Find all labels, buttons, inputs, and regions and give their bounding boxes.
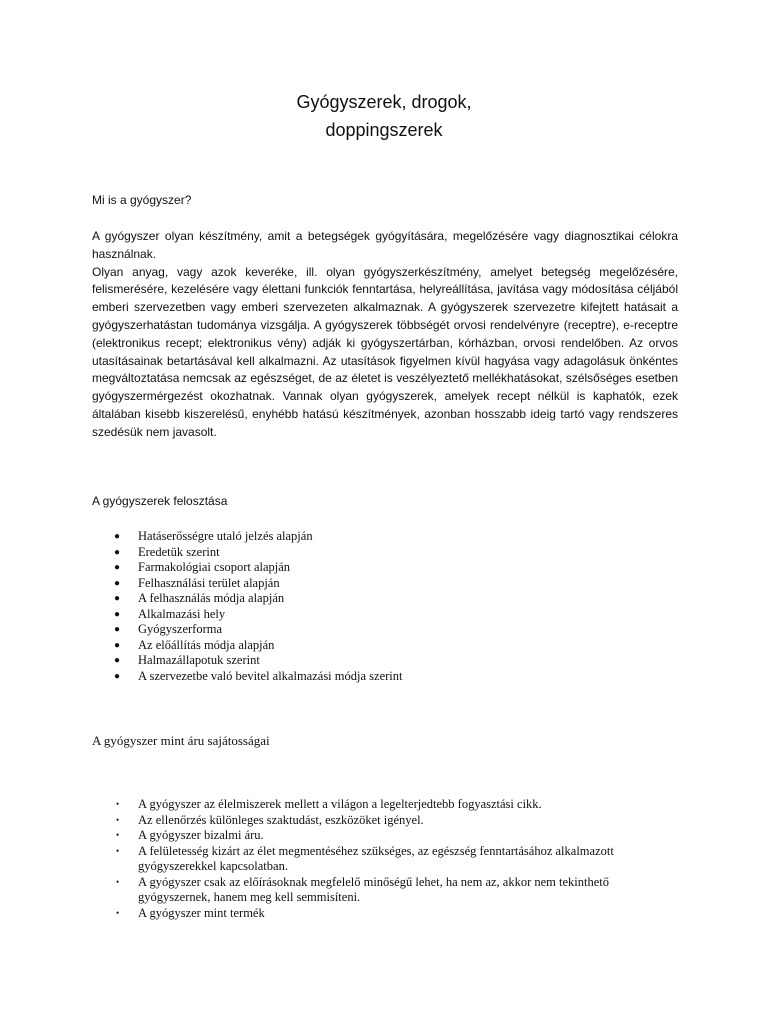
bullet-icon: •	[116, 814, 120, 825]
bullet-icon: ●	[114, 670, 121, 682]
list-item: • A gyógyszer az élelmiszerek mellett a világon a legelterjedtebb fogyasztási cikk.	[116, 797, 542, 811]
list-item: • Az ellenőrzés különleges szaktudást, eszközöket igényel.	[116, 812, 424, 827]
list-item: ● Halmazállapotuk szerint	[114, 653, 260, 667]
list-item: ● Hatáserősségre utaló jelzés alapján	[114, 529, 313, 543]
bullet-icon: ●	[114, 655, 121, 666]
bullet-icon: ●	[114, 577, 121, 589]
definition-text	[92, 228, 678, 442]
bullet-icon: •	[116, 830, 120, 840]
bullet-icon: ●	[114, 639, 121, 651]
document-title-line-2: doppingszerek	[325, 120, 443, 140]
document-title-line-1: Gyógyszerek, drogok,	[296, 92, 472, 112]
bullet-icon: ●	[114, 593, 121, 604]
list-item: • A gyógyszer mint termék	[116, 905, 265, 920]
list-item: • A gyógyszer csak az előírásoknak megfelelő minőségű lehet, ha nem az, akkor nem tekinthető gyógyszernek, hanem meg kell semmisíteni.	[116, 874, 610, 904]
section-heading-question: Mi is a gyógyszer?	[92, 193, 192, 207]
bullet-icon: •	[116, 799, 120, 809]
list-item: ● Farmakológiai csoport alapján	[114, 560, 291, 574]
bullet-icon: •	[116, 876, 120, 887]
list-item: ● A felhasználás módja alapján	[114, 591, 285, 605]
goods-list	[92, 797, 682, 921]
bullet-icon: ●	[114, 608, 121, 620]
bullet-icon: ●	[114, 546, 121, 558]
bullet-icon: ●	[114, 531, 121, 542]
bullet-icon: ●	[114, 624, 121, 635]
list-item: ● Eredetük szerint	[114, 544, 220, 559]
section-heading-goods: A gyógyszer mint áru sajátosságai	[92, 733, 270, 748]
classes-list	[92, 529, 402, 684]
paragraph-2: Olyan anyag, vagy azok keveréke, ill. olyan gyógyszerkészítmény, amelyet betegség megelőzésére, felismerésére, kezelésére vagy élettani funkciók fenntartása, helyreállítása, javítása vagy módosítása céljából emberi szervezetben vagy emberi szervezeten alkalmaznak. A gyógyszerek szervezetre kifejtett hatásait a gyógyszerhatástan tudománya vizsgálja. A gyógyszerek többségét orvosi rendelvényre (receptre), e-receptre (elektronikus recept; elektronikus vény) adják ki gyógyszertárban, kórházban, orvosi rendelőben. Az orvos utasításainak betartásával kell alkalmazni. Az utasítások figyelmen kívül hagyása vagy adagolásuk önkéntes megváltoztatása nemcsak az egészséget, de az életet is veszélyeztető mellékhatásokat, szélsőséges esetben gyógyszermérgezést okozhatnak. Vannak olyan gyógyszerek, amelyek recept nélkül is kaphatók, ezek általában kisebb kiszerelésű, enyhébb hatású készítmények, azonban hosszabb ideig tartó vagy rendszeres szedésük nem javasolt.	[92, 264, 678, 439]
list-item: ● A szervezetbe való bevitel alkalmazási módja szerint	[114, 668, 403, 683]
bullet-icon: •	[116, 845, 120, 856]
list-item: ● Az előállítás módja alapján	[114, 637, 275, 652]
paragraph-1: A gyógyszer olyan készítmény, amit a betegségek gyógyítására, megelőzésére vagy diagnosztikai célokra használnak.	[92, 229, 678, 261]
section-heading-classes: A gyógyszerek felosztása	[92, 494, 228, 508]
list-item: • A gyógyszer bizalmi áru.	[116, 828, 264, 842]
bullet-icon: ●	[114, 562, 121, 573]
bullet-icon: •	[116, 907, 120, 918]
list-item: ● Gyógyszerforma	[114, 622, 222, 636]
list-item: ● Alkalmazási hely	[114, 606, 226, 621]
list-item: • A felületesség kizárt az élet megmentéséhez szükséges, az egészség fenntartásához alkalmazott gyógyszerekkel kapcsolatban.	[116, 843, 614, 873]
list-item: ● Felhasználási terület alapján	[114, 575, 280, 590]
